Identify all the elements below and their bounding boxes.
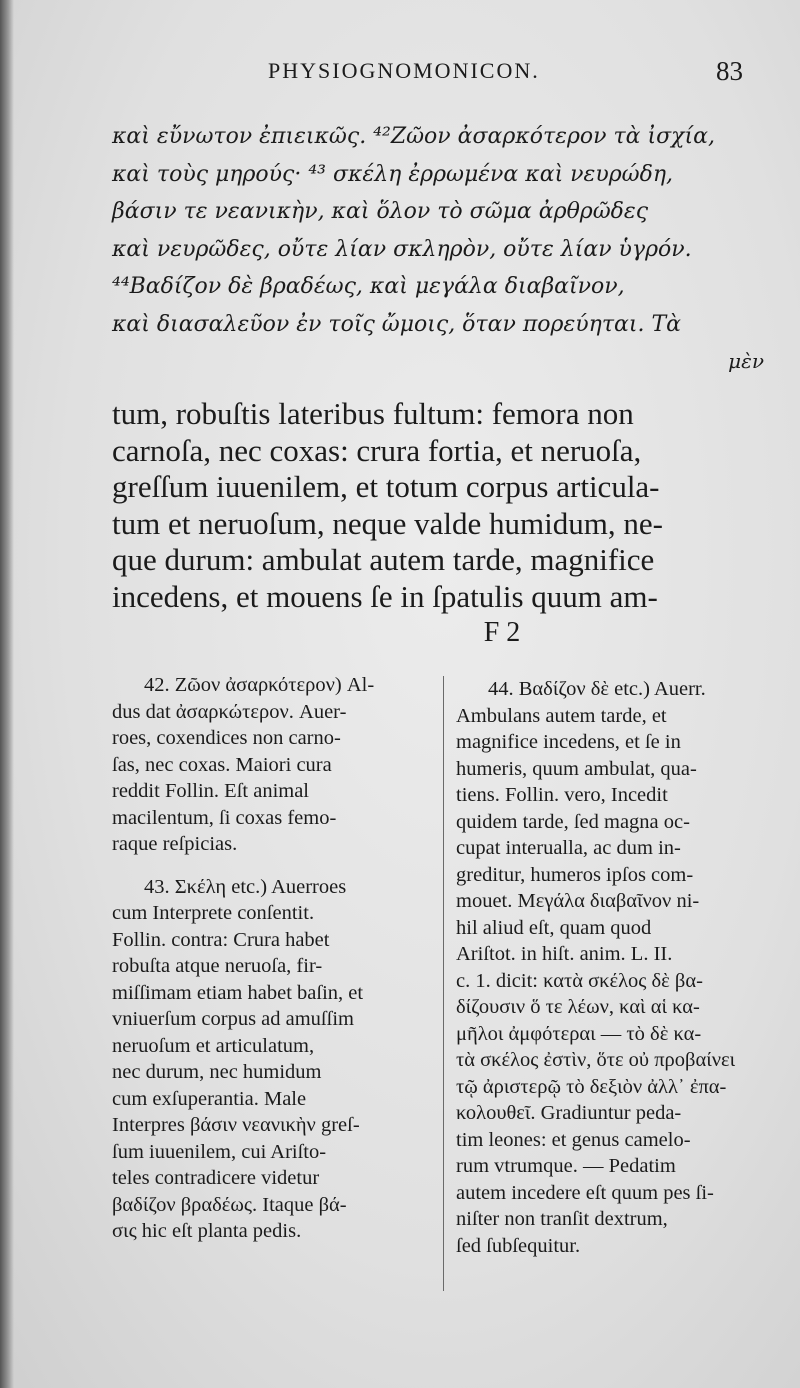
note-line: hil aliud eſt, quam quod: [456, 916, 652, 939]
note-line: dus dat ἀσαρκώτερον. Auer-: [112, 700, 347, 723]
note-line: vniuerſum corpus ad amuſſim: [112, 1008, 354, 1030]
latin-line: carnoſa, nec coxas: crura fortia, et neruoſa,: [112, 432, 642, 468]
note-line: cupat interualla, ac dum in-: [456, 837, 681, 859]
note-line: c. 1. dicit: κατὰ σκέλος δὲ βα-: [456, 969, 703, 992]
note-line: Ambulans autem tarde, et: [456, 704, 667, 727]
greek-line: καὶ νευρῶδες, οὔτε λίαν σκληρὸν, οὔτε λίαν ὑγρόν.: [112, 236, 692, 262]
note-line: mouet. Μεγάλα διαβαῖνον ni-: [456, 890, 700, 912]
note-line: σις hic eſt planta pedis.: [112, 1220, 302, 1242]
note-line: Follin. contra: Crura habet: [112, 928, 330, 951]
latin-line: que durum: ambulat autem tarde, magnifice: [112, 542, 655, 577]
note-line: humeris, quum ambulat, qua-: [456, 757, 697, 780]
note-line: nec durum, nec humidum: [112, 1061, 322, 1083]
note-line: quidem tarde, ſed magna oc-: [456, 810, 690, 833]
latin-line: tum et neruoſum, neque valde humidum, ne-: [112, 505, 663, 541]
note-line: 42. Ζῶον ἀσαρκότερον) Al-: [144, 674, 375, 696]
greek-catchword: μὲν: [728, 349, 764, 373]
note-line: robuſta atque neruoſa, fir-: [112, 955, 323, 977]
greek-text-block: [112, 118, 782, 381]
note-line: κολουθεῖ. Gradiuntur peda-: [456, 1102, 682, 1124]
note-line: δίζουσιν ὅ τε λέων, καὶ αἱ κα-: [456, 996, 700, 1018]
note-line: roes, coxendices non carno-: [112, 727, 341, 749]
note-gap: [112, 858, 430, 874]
column-divider: [443, 676, 444, 1291]
running-head-title: PHYSIOGNOMONICON.: [268, 58, 540, 83]
note-line: τὰ σκέλος ἐστὶν, ὅτε οὐ προβαίνει: [456, 1049, 736, 1071]
note-line: reddit Follin. Eſt animal: [112, 780, 310, 802]
note-line: raque reſpicias.: [112, 833, 238, 855]
note-line: Interpres βάσιν νεανικὴν greſ-: [112, 1114, 360, 1136]
latin-line: incedens, et mouens ſe in ſpatulis quum am-: [112, 578, 658, 614]
note-line: rum vtrumque. — Pedatim: [456, 1155, 676, 1177]
latin-text-block: [112, 396, 782, 652]
footnotes-left-column: [112, 672, 430, 1245]
note-line: μῆλοι ἀμφότεραι — τὸ δὲ κα-: [456, 1022, 702, 1045]
greek-line: καὶ εὔνωτον ἐπιεικῶς. ⁴²Ζῶον ἀσαρκότερον τὰ ἰσχία,: [112, 124, 715, 149]
note-line: miſſimam etiam habet baſin, et: [112, 981, 364, 1004]
greek-line: βάσιν τε νεανικὴν, καὶ ὅλον τὸ σῶμα ἀρθρῶδες: [112, 199, 649, 224]
note-line: tim leones: et genus camelo-: [456, 1128, 691, 1151]
note-line: cum exſuperantia. Male: [112, 1087, 307, 1110]
greek-line: καὶ τοὺς μηρούς· ⁴³ σκέλη ἐρρωμένα καὶ νευρώδη,: [112, 161, 674, 187]
latin-line: greſſum iuuenilem, et totum corpus articula-: [112, 469, 660, 504]
footnotes-right-column: [456, 676, 782, 1259]
note-line: ſed ſubſequitur.: [456, 1234, 581, 1257]
note-line: ſas, nec coxas. Maiori cura: [112, 753, 332, 776]
note-line: teles contradicere videtur: [112, 1167, 320, 1189]
note-line: τῷ ἀριστερῷ τὸ δεξιὸν ἀλλ᾽ ἐπα-: [456, 1075, 727, 1098]
greek-line: καὶ διασαλεῦον ἐν τοῖς ὤμοις, ὅταν πορεύηται. Τὰ: [112, 311, 681, 337]
note-line: neruoſum et articulatum,: [112, 1034, 315, 1057]
note-line: 44. Βαδίζον δὲ etc.) Auerr.: [488, 678, 706, 700]
greek-line: ⁴⁴Βαδίζον δὲ βραδέως, καὶ μεγάλα διαβαῖνον,: [112, 274, 625, 299]
note-line: tiens. Follin. vero, Incedit: [456, 784, 668, 806]
note-line: 43. Σκέλη etc.) Auerroes: [144, 875, 347, 898]
signature-mark: F 2: [483, 617, 521, 648]
page-spine-shadow: [0, 0, 14, 1388]
page-number: 83: [716, 56, 743, 86]
note-line: macilentum, ſi coxas femo-: [112, 806, 337, 829]
note-line: greditur, humeros ipſos com-: [456, 863, 694, 886]
latin-line: tum, robuſtis lateribus fultum: femora non: [112, 396, 634, 431]
note-line: cum Interprete conſentit.: [112, 902, 315, 924]
note-line: βαδίζον βραδέως. Itaque βά-: [112, 1193, 347, 1216]
note-line: niſter non tranſit dextrum,: [456, 1208, 668, 1230]
note-line: Ariſtot. in hiſt. anim. L. II.: [456, 943, 673, 965]
note-line: magnifice incedens, et ſe in: [456, 731, 681, 753]
note-line: autem incedere eſt quum pes ſi-: [456, 1181, 714, 1204]
note-line: ſum iuuenilem, cui Ariſto-: [112, 1140, 327, 1163]
